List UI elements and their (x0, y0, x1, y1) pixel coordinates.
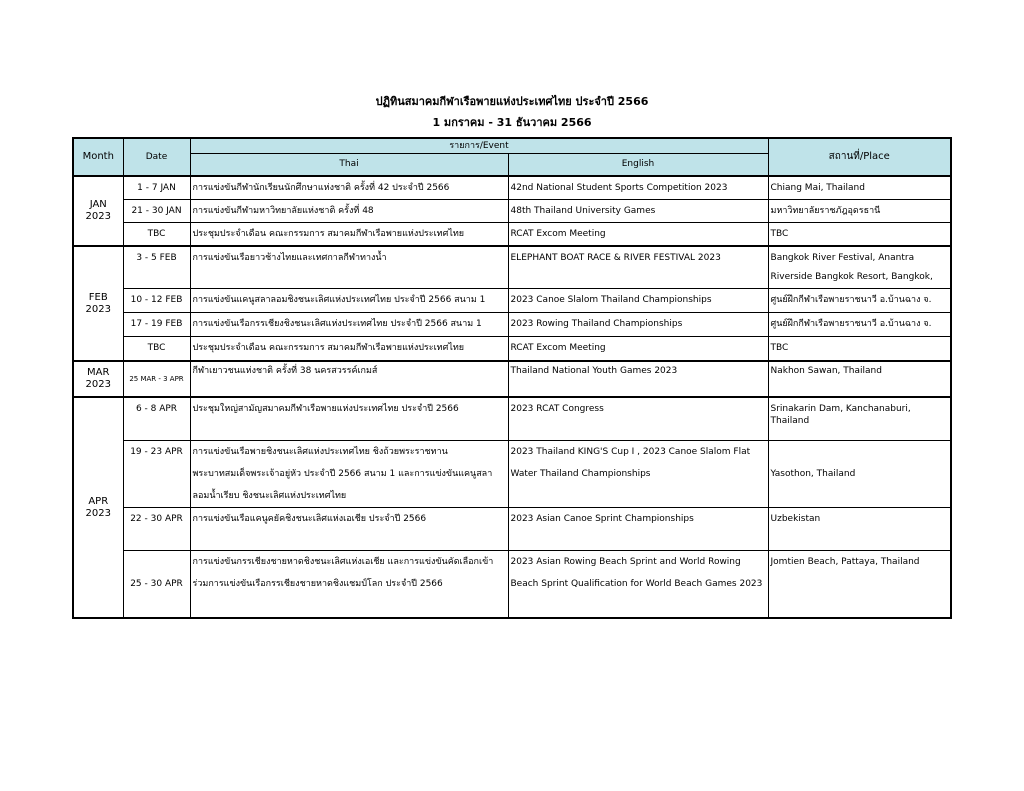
english-event-line: 2023 Thailand KING'S Cup I , 2023 Canoe Slalom Flat (510, 446, 751, 457)
place-cell: ศูนย์ฝึกกีฬาเรือพายราชนาวี อ.บ้านฉาง จ. (768, 312, 951, 336)
english-event-cell: 2023 Rowing Thailand Championships (508, 312, 768, 336)
thai-event-line: การแข่งขันกรรเชียงชายหาดชิงชนะเลิศแห่งเอเชีย และการแข่งขันคัดเลือกเข้า (192, 556, 494, 567)
english-event-cell: 2023 Asian Canoe Sprint Championships (508, 507, 768, 550)
thai-event-cell: ประชุมใหญ่สามัญสมาคมกีฬาเรือพายแห่งประเทศไทย ประจำปี 2566 (190, 397, 508, 440)
date-cell: 3 - 5 FEB (123, 246, 190, 288)
english-event-cell: ELEPHANT BOAT RACE & RIVER FESTIVAL 2023 (508, 246, 768, 288)
month-cell-feb: FEB 2023 (73, 246, 123, 361)
header-thai: Thai (190, 153, 508, 176)
place-line: Bangkok River Festival, Anantra (770, 253, 915, 263)
thai-event-cell: กีฬาเยาวชนแห่งชาติ ครั้งที่ 38 นครสวรรค์เกมส์ (190, 361, 508, 397)
place-cell: Jomtien Beach, Pattaya, Thailand (768, 550, 951, 618)
thai-event-cell (190, 550, 508, 618)
english-event-cell: Thailand National Youth Games 2023 (508, 361, 768, 397)
date-cell: 19 - 23 APR (123, 440, 190, 507)
table-row (73, 361, 951, 397)
month-cell-mar: MAR 2023 (73, 361, 123, 397)
table-row (73, 507, 951, 550)
date-cell: 21 - 30 JAN (123, 199, 190, 222)
place-cell: Chiang Mai, Thailand (768, 176, 951, 199)
english-event-line: 2023 Asian Rowing Beach Sprint and World Rowing (510, 556, 741, 567)
thai-event-line: การแข่งขันเรือพายชิงชนะเลิศแห่งประเทศไทย ชิงถ้วยพระราชทาน (192, 446, 448, 457)
date-cell: 25 - 30 APR (123, 550, 190, 618)
place-cell: Nakhon Sawan, Thailand (768, 361, 951, 397)
place-cell: Yasothon, Thailand (768, 440, 951, 507)
place-cell (768, 246, 951, 288)
english-event-cell: 42nd National Student Sports Competition 2023 (508, 176, 768, 199)
table-row (73, 222, 951, 246)
place-cell: TBC (768, 336, 951, 361)
thai-event-cell: การแข่งขันกีฬามหาวิทยาลัยแห่งชาติ ครั้งที่ 48 (190, 199, 508, 222)
header-month: Month (73, 138, 123, 176)
date-cell: 22 - 30 APR (123, 507, 190, 550)
thai-event-cell: ประชุมประจำเดือน คณะกรรมการ สมาคมกีฬาเรือพายแห่งประเทศไทย (190, 336, 508, 361)
table-row (73, 176, 951, 199)
thai-event-cell: ประชุมประจำเดือน คณะกรรมการ สมาคมกีฬาเรือพายแห่งประเทศไทย (190, 222, 508, 246)
date-cell: 6 - 8 APR (123, 397, 190, 440)
english-event-cell: RCAT Excom Meeting (508, 222, 768, 246)
table-row (73, 246, 951, 288)
header-event: รายการ/Event (190, 138, 768, 153)
date-cell: TBC (123, 222, 190, 246)
english-event-cell: 48th Thailand University Games (508, 199, 768, 222)
place-cell: ศูนย์ฝึกกีฬาเรือพายราชนาวี อ.บ้านฉาง จ. (768, 288, 951, 312)
header-date: Date (123, 138, 190, 176)
english-event-cell: RCAT Excom Meeting (508, 336, 768, 361)
date-cell: 10 - 12 FEB (123, 288, 190, 312)
date-cell: 1 - 7 JAN (123, 176, 190, 199)
thai-event-line: ร่วมการแข่งขันเรือกรรเชียงชายหาดชิงแชมป์โลก ประจำปี 2566 (192, 578, 443, 589)
thai-event-line: พระบาทสมเด็จพระเจ้าอยู่หัว ประจำปี 2566 สนาม 1 และการแข่งขันแคนูสลา (192, 468, 493, 479)
thai-event-cell: การแข่งขันเรือแคนูคยัคชิงชนะเลิศแห่งเอเชีย ประจำปี 2566 (190, 507, 508, 550)
table-row (73, 440, 951, 507)
date-cell: 25 MAR - 3 APR (123, 361, 190, 397)
thai-event-cell: การแข่งขันแคนูสลาลอมชิงชนะเลิศแห่งประเทศไทย ประจำปี 2566 สนาม 1 (190, 288, 508, 312)
month-cell-apr: APR 2023 (73, 397, 123, 618)
document-title: ปฏิทินสมาคมกีฬาเรือพายแห่งประเทศไทย ประจำปี 2566 (375, 95, 649, 108)
place-cell: TBC (768, 222, 951, 246)
english-event-line: Water Thailand Championships (510, 468, 651, 479)
english-event-cell (508, 440, 768, 507)
header-english: English (508, 153, 768, 176)
table-row (73, 336, 951, 361)
table-row (73, 199, 951, 222)
document-subtitle: 1 มกราคม - 31 ธันวาคม 2566 (432, 116, 592, 129)
place-cell: Srinakarin Dam, Kanchanaburi, Thailand (768, 397, 951, 440)
date-cell: TBC (123, 336, 190, 361)
header-place: สถานที่/Place (768, 138, 951, 176)
place-line: Riverside Bangkok Resort, Bangkok, (770, 272, 933, 282)
date-cell: 17 - 19 FEB (123, 312, 190, 336)
calendar-table (72, 137, 952, 619)
english-event-cell: 2023 Canoe Slalom Thailand Championships (508, 288, 768, 312)
month-cell-jan: JAN 2023 (73, 176, 123, 246)
thai-event-line: ลอมน้ำเรียบ ชิงชนะเลิศแห่งประเทศไทย (192, 490, 347, 501)
english-event-cell: 2023 RCAT Congress (508, 397, 768, 440)
table-row (73, 550, 951, 618)
table-row (73, 312, 951, 336)
english-event-cell (508, 550, 768, 618)
english-event-line: Beach Sprint Qualification for World Beach Games 2023 (510, 578, 763, 589)
thai-event-cell (190, 440, 508, 507)
table-row (73, 397, 951, 440)
table-row (73, 288, 951, 312)
thai-event-cell: การแข่งขันกีฬานักเรียนนักศึกษาแห่งชาติ ครั้งที่ 42 ประจำปี 2566 (190, 176, 508, 199)
thai-event-cell: การแข่งขันเรือกรรเชียงชิงชนะเลิศแห่งประเทศไทย ประจำปี 2566 สนาม 1 (190, 312, 508, 336)
place-cell: มหาวิทยาลัยราชภัฎอุดรธานี (768, 199, 951, 222)
thai-event-cell: การแข่งขันเรือยาวช้างไทยและเทศกาลกีฬาทางน้ำ (190, 246, 508, 288)
place-cell: Uzbekistan (768, 507, 951, 550)
